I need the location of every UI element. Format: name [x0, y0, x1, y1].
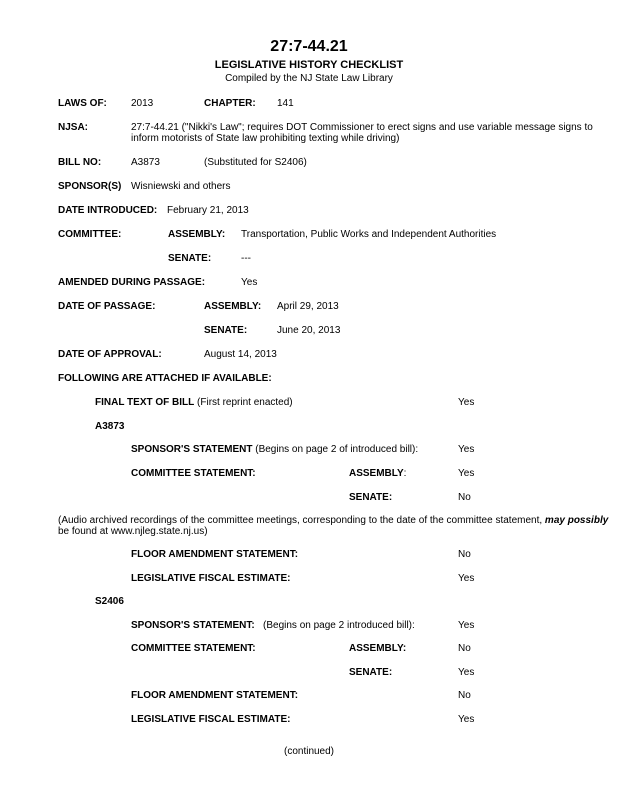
- s2406-senate-value: Yes: [458, 667, 475, 678]
- s2406-senate-label: SENATE:: [349, 667, 393, 678]
- final-text-row: [95, 397, 293, 408]
- a3873-fiscal-label: LEGISLATIVE FISCAL ESTIMATE:: [131, 573, 291, 584]
- a3873-sponsor-statement-value: Yes: [458, 444, 475, 455]
- a3873-committee-label: COMMITTEE STATEMENT:: [131, 468, 256, 479]
- a3873-sponsor-statement-label: SPONSOR'S STATEMENT: [131, 444, 253, 455]
- bill-no-note: (Substituted for S2406): [204, 157, 307, 168]
- sponsor-value: Wisniewski and others: [131, 181, 231, 192]
- chapter-value: 141: [277, 98, 294, 109]
- s2406-committee-label: COMMITTEE STATEMENT:: [131, 643, 256, 654]
- a3873-assembly-colon: :: [403, 468, 407, 479]
- s2406-floor-label: FLOOR AMENDMENT STATEMENT:: [131, 690, 299, 701]
- a3873-sponsor-statement-row: [131, 444, 418, 455]
- s2406-assembly-label: ASSEMBLY:: [349, 643, 407, 654]
- date-introduced-label: DATE INTRODUCED:: [58, 205, 158, 216]
- s2406-sponsor-statement-note: (Begins on page 2 introduced bill):: [254, 620, 415, 631]
- final-text-label: FINAL TEXT OF BILL: [95, 397, 195, 408]
- s2406-sponsor-statement-label: SPONSOR'S STATEMENT:: [131, 620, 255, 631]
- passage-label: DATE OF PASSAGE:: [58, 301, 156, 312]
- bill-no-value: A3873: [131, 157, 160, 168]
- final-text-value: Yes: [458, 397, 475, 408]
- njsa-label: NJSA:: [58, 122, 89, 133]
- audio-note-line-2: be found at www.njleg.state.nj.us): [58, 526, 208, 537]
- committee-label: COMMITTEE:: [58, 229, 122, 240]
- date-introduced-value: February 21, 2013: [167, 205, 249, 216]
- a3873-senate-label: SENATE:: [349, 492, 393, 503]
- a3873-floor-label: FLOOR AMENDMENT STATEMENT:: [131, 549, 299, 560]
- s2406-sponsor-statement-value: Yes: [458, 620, 475, 631]
- a3873-assembly-row: [349, 468, 406, 479]
- approval-value: August 14, 2013: [204, 349, 277, 360]
- s2406-fiscal-label: LEGISLATIVE FISCAL ESTIMATE:: [131, 714, 291, 725]
- s2406-floor-value: No: [458, 690, 471, 701]
- a3873-assembly-value: Yes: [458, 468, 475, 479]
- page-title: 27:7-44.21: [270, 38, 348, 55]
- njsa-line-1: 27:7-44.21 ("Nikki's Law"; requires DOT Commissioner to erect signs and use variable message signs to: [131, 122, 593, 133]
- a3873-floor-value: No: [458, 549, 471, 560]
- a3873-assembly-label: ASSEMBLY: [349, 468, 404, 479]
- page-subtitle: LEGISLATIVE HISTORY CHECKLIST: [214, 59, 404, 71]
- approval-label: DATE OF APPROVAL:: [58, 349, 162, 360]
- passage-senate-label: SENATE:: [204, 325, 248, 336]
- s2406-fiscal-value: Yes: [458, 714, 475, 725]
- a3873-senate-value: No: [458, 492, 471, 503]
- amended-label: AMENDED DURING PASSAGE:: [58, 277, 206, 288]
- attached-heading: FOLLOWING ARE ATTACHED IF AVAILABLE:: [58, 373, 272, 384]
- a3873-sponsor-statement-note: (Begins on page 2 of introduced bill):: [252, 444, 419, 455]
- committee-senate-label: SENATE:: [168, 253, 212, 264]
- njsa-line-2: inform motorists of State law prohibiting texting while driving): [131, 133, 400, 144]
- final-text-note: (First reprint enacted): [194, 397, 293, 408]
- a3873-fiscal-value: Yes: [458, 573, 475, 584]
- s2406-sponsor-statement-row: [131, 620, 415, 631]
- passage-assembly-value: April 29, 2013: [277, 301, 339, 312]
- compiled-by: Compiled by the NJ State Law Library: [225, 73, 393, 84]
- continued-note: (continued): [283, 746, 335, 757]
- sponsor-label: SPONSOR(S): [58, 181, 122, 192]
- passage-assembly-label: ASSEMBLY:: [204, 301, 262, 312]
- s2406-assembly-value: No: [458, 643, 471, 654]
- s2406-heading: S2406: [95, 596, 124, 607]
- amended-value: Yes: [241, 277, 258, 288]
- committee-senate-value: ---: [241, 253, 251, 264]
- audio-note-text: (Audio archived recordings of the committee meetings, corresponding to the date of the committee statement,: [58, 515, 545, 526]
- passage-senate-value: June 20, 2013: [277, 325, 341, 336]
- committee-assembly-value: Transportation, Public Works and Independent Authorities: [241, 229, 497, 240]
- bill-no-label: BILL NO:: [58, 157, 102, 168]
- chapter-label: CHAPTER:: [204, 98, 256, 109]
- laws-of-label: LAWS OF:: [58, 98, 107, 109]
- audio-note-line-1: [58, 515, 608, 526]
- a3873-heading: A3873: [95, 421, 125, 432]
- laws-of-year: 2013: [131, 98, 154, 109]
- audio-note-emphasis: may possibly: [544, 515, 609, 526]
- committee-assembly-label: ASSEMBLY:: [168, 229, 226, 240]
